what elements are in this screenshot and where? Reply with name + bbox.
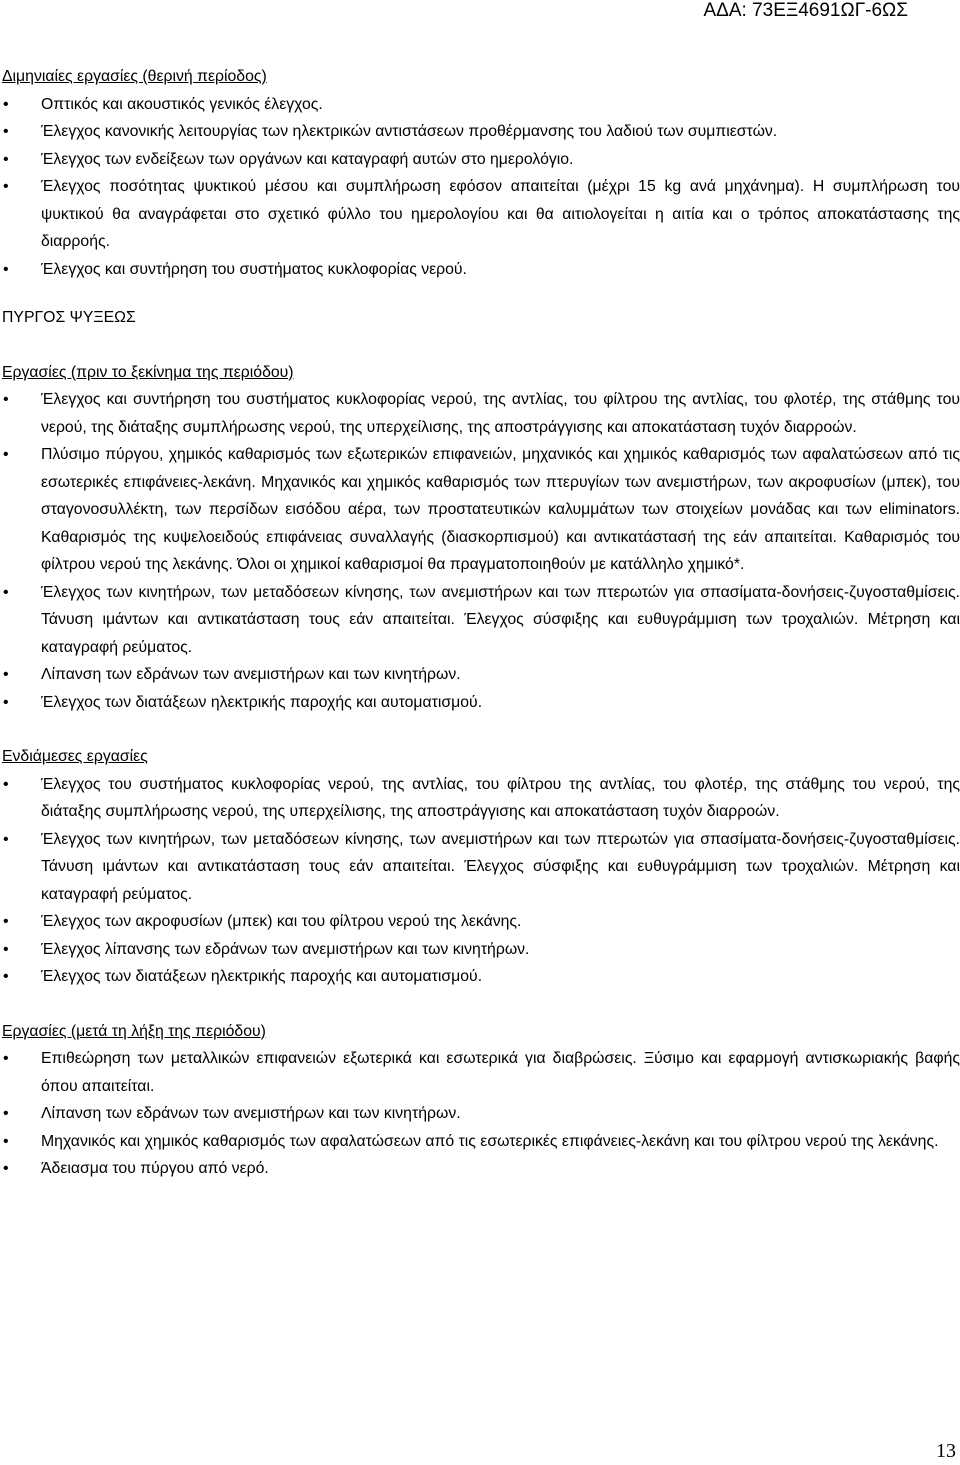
list-item: • Έλεγχος των κινητήρων, των μεταδόσεων κίνησης, των ανεμιστήρων και των πτερωτών για σπασίματα-δονήσεις-ζυγοσταθμίσεις. Τάνυση ιμάντων και αντικατάσταση τους εάν απαιτείται. Έλεγχος σύσφιξης και ευθυγράμμιση των τροχαλιών. Μέτρηση και καταγραφή ρεύματος. — [2, 579, 960, 662]
list-item: • Άδειασμα του πύργου από νερό. — [2, 1155, 960, 1183]
list-item: • Έλεγχος του συστήματος κυκλοφορίας νερού, της αντλίας, του φίλτρου της αντλίας, του φλοτέρ, της στάθμης του νερού, της διάταξης συμπλήρωσης νερού, της υπερχείλισης, της αποστράγγισης και αποκατάσταση τυχόν διαρροών. — [2, 771, 960, 826]
section-heading-before-period: Εργασίες (πριν το ξεκίνημα της περιόδου) — [2, 363, 294, 381]
after-period-task-list — [2, 1045, 960, 1183]
list-item: • Έλεγχος των ακροφυσίων (μπεκ) και του φίλτρου νερού της λεκάνης. — [2, 908, 960, 936]
ada-code: ΑΔΑ: 73ΕΞ4691ΩΓ-6ΩΣ — [703, 0, 908, 21]
list-item: • Έλεγχος των διατάξεων ηλεκτρικής παροχής και αυτοματισμού. — [2, 689, 960, 717]
list-item: • Έλεγχος των ενδείξεων των οργάνων και καταγραφή αυτών στο ημερολόγιο. — [2, 146, 960, 174]
document-body — [2, 63, 960, 1183]
intermediate-task-list — [2, 771, 960, 991]
list-item: • Έλεγχος των κινητήρων, των μεταδόσεων κίνησης, των ανεμιστήρων και των πτερωτών για σπασίματα-δονήσεις-ζυγοσταθμίσεις. Τάνυση ιμάντων και αντικατάσταση τους εάν απαιτείται. Έλεγχος σύσφιξης και ευθυγράμμιση των τροχαλιών. Μέτρηση και καταγραφή ρεύματος. — [2, 826, 960, 909]
list-item: • Έλεγχος και συντήρηση του συστήματος κυκλοφορίας νερού. — [2, 256, 960, 284]
list-item: • Μηχανικός και χημικός καθαρισμός των αφαλατώσεων από τις εσωτερικές επιφάνειες-λεκάνη και του φίλτρου νερού της λεκάνης. — [2, 1128, 960, 1156]
list-item: • Έλεγχος και συντήρηση του συστήματος κυκλοφορίας νερού, της αντλίας, του φίλτρου της αντλίας, του φλοτέρ, της στάθμης του νερού, της διάταξης συμπλήρωσης νερού, της υπερχείλισης, της αποστράγγισης και αποκατάσταση τυχόν διαρροών. — [2, 386, 960, 441]
bimonthly-task-list — [2, 91, 960, 284]
section-heading-intermediate: Ενδιάμεσες εργασίες — [2, 748, 148, 765]
list-item: • Λίπανση των εδράνων των ανεμιστήρων και των κινητήρων. — [2, 661, 960, 689]
list-item: • Επιθεώρηση των μεταλλικών επιφανειών εξωτερικά και εσωτερικά για διαβρώσεις. Ξύσιμο και εφαρμογή αντισκωριακής βαφής όπου απαιτείται. — [2, 1045, 960, 1100]
list-item: • Έλεγχος των διατάξεων ηλεκτρικής παροχής και αυτοματισμού. — [2, 963, 960, 991]
list-item: • Λίπανση των εδράνων των ανεμιστήρων και των κινητήρων. — [2, 1100, 960, 1128]
list-item: • Οπτικός και ακουστικός γενικός έλεγχος. — [2, 91, 960, 119]
tower-title: ΠΥΡΓΟΣ ΨΥΞΕΩΣ — [2, 309, 136, 326]
section-heading-after-period: Εργασίες (μετά τη λήξη της περιόδου) — [2, 1022, 266, 1040]
list-item: • Έλεγχος ποσότητας ψυκτικού μέσου και συμπλήρωση εφόσον απαιτείται (μέχρι 15 kg ανά μηχάνημα). Η συμπλήρωση του ψυκτικού θα αναγράφεται στο σχετικό φύλλο του ημερολογίου και θα αιτιολογείται η αιτία και ο τρόπος αποκατάστασης της διαρροής. — [2, 173, 960, 256]
section-heading-bimonthly: Διμηνιαίες εργασίες (θερινή περίοδος) — [2, 68, 267, 85]
before-period-task-list — [2, 386, 960, 716]
list-item: • Έλεγχος λίπανσης των εδράνων των ανεμιστήρων και των κινητήρων. — [2, 936, 960, 964]
page-number: 13 — [936, 1440, 956, 1462]
list-item: • Έλεγχος κανονικής λειτουργίας των ηλεκτρικών αντιστάσεων προθέρμανσης του λαδιού των συμπιεστών. — [2, 118, 960, 146]
list-item: • Πλύσιμο πύργου, χημικός καθαρισμός των εξωτερικών επιφανειών, μηχανικός και χημικός καθαρισμός των αφαλατώσεων από τις εσωτερικές επιφάνειες-λεκάνη. Μηχανικός και χημικός καθαρισμός των πτερυγίων των ανεμιστήρων, των ακροφυσίων (μπεκ), του σταγονοσυλλέκτη, των περσίδων εισόδου αέρα, των προστατευτικών καλυμμάτων των στοιχείων μονάδας και των eliminators. Καθαρισμός της κυψελοειδούς επιφάνειας συναλλαγής (διασκορπισμού) και αντικατάστασή της εάν απαιτείται. Καθαρισμός του φίλτρου νερού της λεκάνης. Όλοι οι χημικοί καθαρισμοί θα πραγματοποιηθούν με κατάλληλο χημικό*. — [2, 441, 960, 579]
